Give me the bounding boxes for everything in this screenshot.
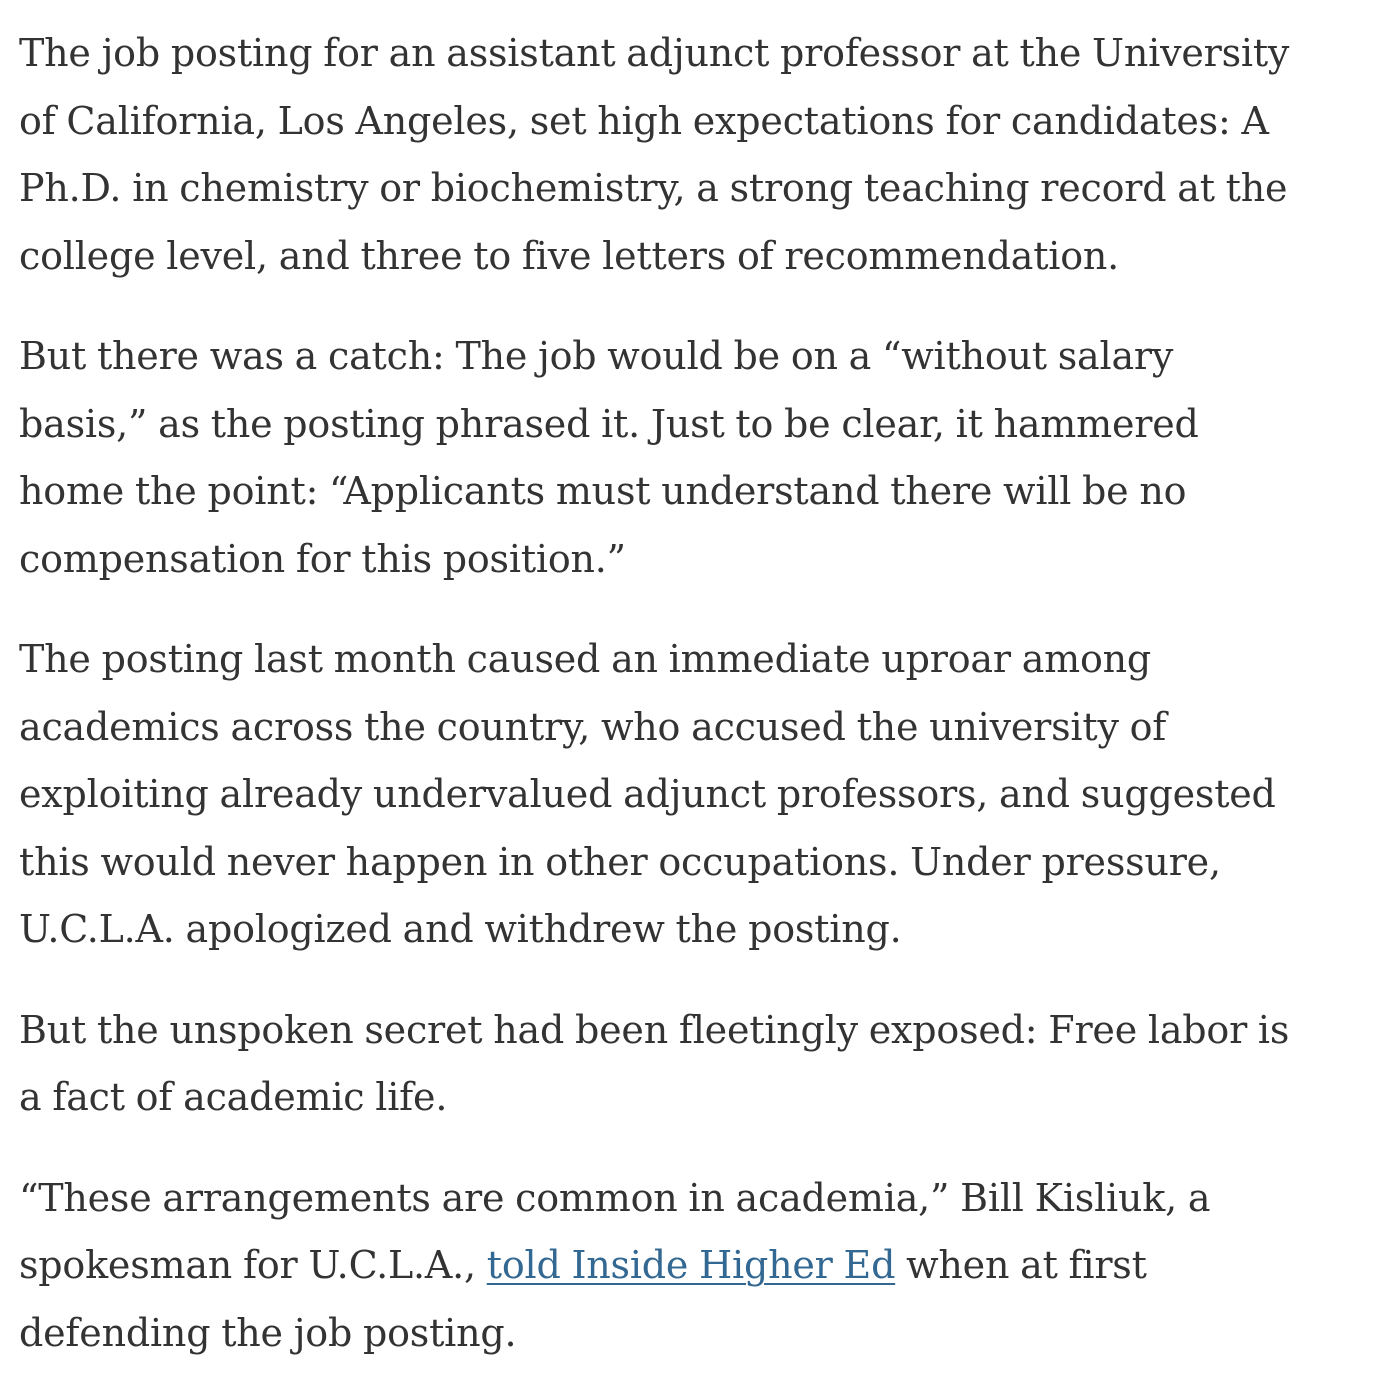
text-line: of California, Los Angeles, set high expectations for candidates: A xyxy=(19,98,1269,143)
paragraph-3 xyxy=(19,626,1380,964)
paragraph-4 xyxy=(19,997,1380,1132)
text-line: The posting last month caused an immediate uproar among xyxy=(19,637,1152,681)
inside-higher-ed-link[interactable]: told Inside Higher Ed xyxy=(486,1243,896,1287)
paragraph-5 xyxy=(19,1165,1380,1368)
text-line: defending the job posting. xyxy=(19,1310,517,1355)
text-segment: when at first xyxy=(895,1243,1147,1287)
text-line: U.C.L.A. apologized and withdrew the posting. xyxy=(19,907,902,951)
text-segment: spokesman for U.C.L.A., xyxy=(19,1243,487,1287)
text-line: compensation for this position.” xyxy=(19,536,626,581)
text-line: a fact of academic life. xyxy=(19,1075,448,1119)
text-line: basis,” as the posting phrased it. Just to be clear, it hammered xyxy=(19,401,1199,446)
text-line: college level, and three to five letters of recommendation. xyxy=(19,233,1120,278)
text-line: “These arrangements are common in academia,” Bill Kisliuk, a xyxy=(19,1175,1211,1220)
text-line: academics across the country, who accused the university of xyxy=(19,704,1167,749)
paragraph-1 xyxy=(19,20,1380,290)
text-line: exploiting already undervalued adjunct professors, and suggested xyxy=(19,772,1276,816)
text-line: this would never happen in other occupations. Under pressure, xyxy=(19,839,1221,884)
text-line: The job posting for an assistant adjunct professor at the University xyxy=(19,31,1290,75)
text-line: home the point: “Applicants must understand there will be no xyxy=(19,469,1187,513)
text-line: Ph.D. in chemistry or biochemistry, a strong teaching record at the xyxy=(19,166,1288,210)
paragraph-2 xyxy=(19,323,1380,593)
text-line: But the unspoken secret had been fleetingly exposed: Free labor is xyxy=(19,1007,1290,1052)
text-line-with-link xyxy=(19,1232,1380,1300)
text-line: But there was a catch: The job would be on a “without salary xyxy=(19,334,1174,378)
